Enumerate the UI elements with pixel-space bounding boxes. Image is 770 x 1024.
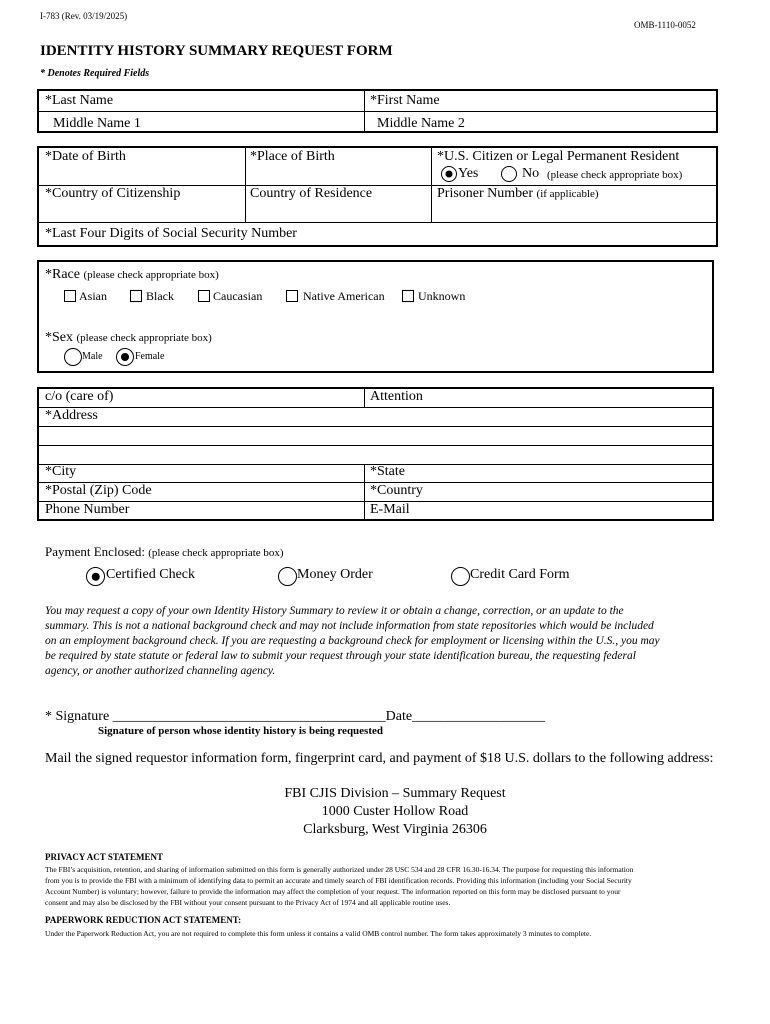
race-label: *Race (please check appropriate box): [45, 267, 219, 282]
ssn-field[interactable]: *Last Four Digits of Social Security Number: [45, 226, 297, 241]
middle-name-2-field[interactable]: Middle Name 2: [377, 116, 465, 131]
first-name-field[interactable]: *First Name: [370, 93, 440, 108]
money-order-radio[interactable]: [278, 567, 297, 586]
credit-card-label: Credit Card Form: [470, 567, 570, 582]
race-asian-label: Asian: [79, 289, 107, 303]
city-field[interactable]: *City: [45, 464, 77, 479]
race-native-american-checkbox[interactable]: [286, 290, 298, 302]
signature-line[interactable]: * Signature _______________________________________Date___________________: [45, 709, 546, 724]
address-box: [37, 387, 714, 521]
race-caucasian-checkbox[interactable]: [198, 290, 210, 302]
dob-field[interactable]: *Date of Birth: [45, 149, 126, 164]
omb-number: OMB-1110-0052: [634, 20, 696, 30]
sex-label: *Sex (please check appropriate box): [45, 330, 212, 345]
credit-card-radio[interactable]: [451, 567, 470, 586]
sex-female-label: Female: [135, 351, 165, 362]
citizen-hint: (please check appropriate box): [547, 169, 683, 181]
country-residence-field[interactable]: Country of Residence: [250, 186, 373, 201]
page-title: IDENTITY HISTORY SUMMARY REQUEST FORM: [40, 43, 393, 59]
form-id: I-783 (Rev. 03/19/2025): [40, 11, 128, 21]
privacy-text: The FBI’s acquisition, retention, and sharing of information submitted on this form is generally authorized under 28 USC 534 and 28 CFR 16.30-16.34. The purpose for requesting this information from you is to provide the FBI with a minimum of identifying data to permit an accurate and timely search of FBI identification records. Providing this information (including your Social Security Account Number) is voluntary; however, failure to provide the information may affect the completion of your request. The information reported on this form may be disclosed pursuant to your consent and may also be disclosed by the FBI without your consent pursuant to the Privacy Act of 1974 and all applicable routine uses.: [45, 865, 634, 907]
citizen-no-label: No: [522, 166, 540, 181]
attention-field[interactable]: Attention: [370, 389, 423, 404]
sex-male-label: Male: [82, 351, 103, 362]
address-field[interactable]: *Address: [45, 408, 98, 423]
money-order-label: Money Order: [297, 567, 373, 582]
required-note: * Denotes Required Fields: [40, 68, 150, 79]
race-black-checkbox[interactable]: [130, 290, 142, 302]
care-of-field[interactable]: c/o (care of): [45, 389, 114, 404]
sex-male-radio[interactable]: [64, 348, 82, 366]
race-caucasian-label: Caucasian: [213, 289, 263, 303]
last-name-field[interactable]: *Last Name: [45, 93, 114, 108]
citizen-yes-label: Yes: [458, 166, 479, 181]
race-unknown-label: Unknown: [418, 289, 466, 303]
paperwork-heading: PAPERWORK REDUCTION ACT STATEMENT:: [45, 915, 242, 925]
country-citizenship-field[interactable]: *Country of Citizenship: [45, 186, 181, 201]
privacy-heading: PRIVACY ACT STATEMENT: [45, 852, 164, 862]
race-black-label: Black: [146, 289, 174, 303]
prisoner-number-field[interactable]: Prisoner Number (if applicable): [437, 186, 599, 201]
certified-check-radio[interactable]: [86, 567, 105, 586]
paperwork-text: Under the Paperwork Reduction Act, you are not required to complete this form unless it contains a valid OMB control number. The form takes approximately 3 minutes to complete.: [45, 929, 592, 938]
mail-instruction: Mail the signed requestor information form, fingerprint card, and payment of $18 U.S. dollars to the following address:: [45, 751, 714, 766]
race-asian-checkbox[interactable]: [64, 290, 76, 302]
postal-code-field[interactable]: *Postal (Zip) Code: [45, 483, 152, 498]
phone-field[interactable]: Phone Number: [45, 502, 130, 517]
certified-check-label: Certified Check: [106, 567, 196, 582]
country-field[interactable]: *Country: [370, 483, 423, 498]
payment-label: Payment Enclosed: (please check appropriate box): [45, 544, 284, 559]
info-paragraph: You may request a copy of your own Identity History Summary to review it or obtain a change, correction, or an update to the summary. This is not a national background check and may not include information from state repositories which would be included on an employment background check. If you are requesting a background check for employment or licensing within the U.S., you may be required by state statute or federal law to submit your request through your state identification bureau, the requesting federal agency, or another authorized channeling agency.: [45, 605, 660, 677]
race-native-american-label: Native American: [303, 289, 385, 303]
email-field[interactable]: E-Mail: [370, 502, 410, 517]
state-field[interactable]: *State: [370, 464, 405, 479]
middle-name-1-field[interactable]: Middle Name 1: [53, 116, 141, 131]
citizen-no-radio[interactable]: [501, 166, 517, 182]
mailing-address: FBI CJIS Division – Summary Request 1000 Custer Hollow Road Clarksburg, West Virginia 26306: [284, 786, 506, 837]
race-unknown-checkbox[interactable]: [402, 290, 414, 302]
signature-caption: Signature of person whose identity history is being requested: [98, 725, 384, 737]
citizen-label: *U.S. Citizen or Legal Permanent Resident: [437, 149, 680, 164]
citizen-yes-radio[interactable]: [441, 166, 457, 182]
place-of-birth-field[interactable]: *Place of Birth: [250, 149, 335, 164]
sex-female-radio[interactable]: [116, 348, 134, 366]
